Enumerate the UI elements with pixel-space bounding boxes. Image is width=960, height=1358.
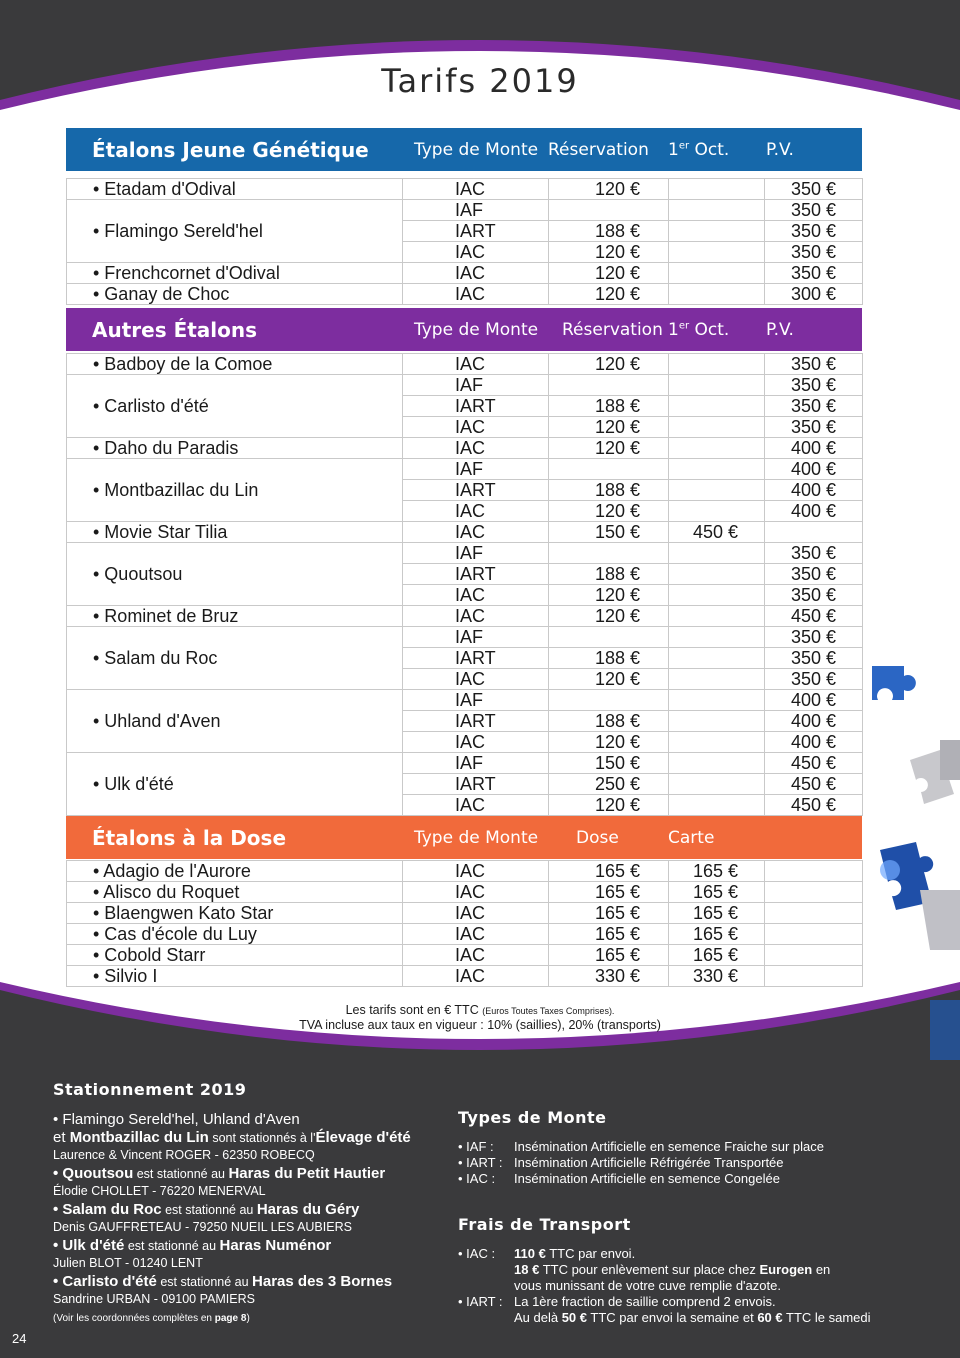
frais-key: • IART : [458, 1294, 503, 1309]
cell-oct [669, 606, 765, 627]
cell-reservation: 165 € [549, 924, 669, 945]
cell-type-monte: IART [403, 564, 549, 585]
frais-row [458, 1278, 948, 1294]
frais-row [458, 1262, 948, 1278]
station-text: est stationné au [156, 1275, 253, 1289]
cell-type-monte: IAC [403, 903, 549, 924]
table-row [67, 882, 863, 903]
cell-pv: 400 € [765, 480, 863, 501]
cell-type-monte: IAC [403, 242, 549, 263]
cell-oct [669, 242, 765, 263]
stallion-name: • Ulk d'été [67, 753, 403, 816]
cell-pv: 350 € [765, 221, 863, 242]
type-value: Insémination Artificielle en semence Fraiche sur place [514, 1139, 824, 1154]
cell-type-monte: IAF [403, 690, 549, 711]
stallion-name: • Movie Star Tilia [67, 522, 403, 543]
stallion-name: • Alisco du Roquet [67, 882, 403, 903]
station-line [53, 1273, 453, 1291]
frais-transport-block [458, 1215, 948, 1326]
frais-value [514, 1310, 871, 1326]
section-header-jeune-genetique [66, 128, 862, 171]
cell-oct [669, 480, 765, 501]
cell-pv: 350 € [765, 627, 863, 648]
cell-reservation: 120 € [549, 732, 669, 753]
table-row [67, 375, 863, 396]
cell-oct [669, 179, 765, 200]
cell-pv: 350 € [765, 263, 863, 284]
cell-type-monte: IAF [403, 200, 549, 221]
cell-type-monte: IAC [403, 522, 549, 543]
cell-oct [669, 375, 765, 396]
table-row [67, 179, 863, 200]
table-row [67, 606, 863, 627]
cell-type-monte: IAC [403, 861, 549, 882]
cell-reservation: 188 € [549, 711, 669, 732]
table-jeune-genetique [66, 178, 863, 305]
station-contact: Élodie CHOLLET - 76220 MENERVAL [53, 1184, 266, 1198]
col-header-pv: P.V. [766, 319, 794, 340]
cell-oct: 165 € [669, 903, 765, 924]
frais-key: • IAC : [458, 1246, 496, 1261]
frais-place: Eurogen [759, 1262, 813, 1277]
cell-reservation: 188 € [549, 564, 669, 585]
cell-reservation: 165 € [549, 945, 669, 966]
cell-reservation: 120 € [549, 354, 669, 375]
type-key: • IAC : [458, 1171, 496, 1186]
station-place: Élevage d'été [315, 1129, 411, 1146]
table-row [67, 522, 863, 543]
station-text: sont stationnés à l' [208, 1131, 316, 1145]
station-horse: • Carlisto d'été [53, 1273, 157, 1290]
cell-oct: 330 € [669, 966, 765, 987]
cell-reservation: 120 € [549, 585, 669, 606]
cell-pv: 400 € [765, 732, 863, 753]
cell-pv: 300 € [765, 284, 863, 305]
footnote-text: (Voir les coordonnées complètes en [53, 1313, 215, 1324]
cell-pv: 400 € [765, 438, 863, 459]
footnote-text: ) [246, 1313, 250, 1324]
cell-type-monte: IAC [403, 924, 549, 945]
frais-text: Au delà [514, 1310, 562, 1325]
col-header-dose: Dose [576, 827, 619, 848]
cell-reservation: 165 € [549, 882, 669, 903]
cell-reservation [549, 375, 669, 396]
type-key: • IAF : [458, 1139, 494, 1154]
cell-pv: 350 € [765, 375, 863, 396]
section-header-a-la-dose [66, 816, 862, 859]
cell-type-monte: IAF [403, 627, 549, 648]
stallion-name: • Ganay de Choc [67, 284, 403, 305]
stallion-name: • Frenchcornet d'Odival [67, 263, 403, 284]
stallion-name: • Rominet de Bruz [67, 606, 403, 627]
station-horse: • Salam du Roc [53, 1201, 162, 1218]
col-header-reservation: Réservation [548, 139, 649, 160]
station-item [53, 1165, 453, 1199]
cell-pv: 350 € [765, 354, 863, 375]
cell-oct [669, 711, 765, 732]
stallion-name: • Flamingo Sereld'hel [67, 200, 403, 263]
cell-type-monte: IAC [403, 417, 549, 438]
station-item [53, 1273, 453, 1307]
cell-pv: 350 € [765, 200, 863, 221]
cell-reservation: 120 € [549, 242, 669, 263]
stallion-name: • Adagio de l'Aurore [67, 861, 403, 882]
table-autres-etalons [66, 353, 863, 816]
cell-reservation [549, 459, 669, 480]
cell-pv [765, 945, 863, 966]
cell-type-monte: IAF [403, 375, 549, 396]
type-row [458, 1139, 938, 1155]
cell-oct: 165 € [669, 945, 765, 966]
types-monte-title: Types de Monte [458, 1108, 607, 1127]
table-row [67, 861, 863, 882]
station-line [53, 1201, 453, 1219]
station-line [53, 1237, 453, 1255]
cell-reservation: 150 € [549, 753, 669, 774]
cell-reservation: 250 € [549, 774, 669, 795]
cell-type-monte: IAC [403, 263, 549, 284]
cell-oct [669, 648, 765, 669]
cell-type-monte: IAC [403, 438, 549, 459]
cell-reservation: 120 € [549, 795, 669, 816]
cell-pv: 350 € [765, 179, 863, 200]
cell-type-monte: IAF [403, 543, 549, 564]
cell-reservation [549, 627, 669, 648]
cell-type-monte: IAC [403, 501, 549, 522]
cell-pv: 400 € [765, 501, 863, 522]
price-note-line1 [0, 1003, 960, 1017]
cell-oct [669, 263, 765, 284]
cell-type-monte: IAC [403, 284, 549, 305]
frais-row [458, 1246, 948, 1262]
stallion-name: • Carlisto d'été [67, 375, 403, 438]
cell-oct [669, 627, 765, 648]
stallion-name: • Silvio I [67, 966, 403, 987]
cell-pv [765, 522, 863, 543]
cell-reservation [549, 200, 669, 221]
table-row [67, 924, 863, 945]
cell-type-monte: IAC [403, 606, 549, 627]
cell-oct [669, 417, 765, 438]
stallion-name: • Montbazillac du Lin [67, 459, 403, 522]
page-title: Tarifs 2019 [381, 62, 579, 100]
cell-oct [669, 585, 765, 606]
table-row [67, 284, 863, 305]
cell-pv: 350 € [765, 585, 863, 606]
table-row [67, 200, 863, 221]
frais-value [514, 1246, 635, 1262]
cell-pv: 350 € [765, 242, 863, 263]
cell-type-monte: IART [403, 648, 549, 669]
cell-pv: 400 € [765, 711, 863, 732]
cell-type-monte: IAC [403, 945, 549, 966]
frais-amount: 110 € [514, 1246, 546, 1261]
cell-oct: 165 € [669, 882, 765, 903]
col-header-pv: P.V. [766, 139, 794, 160]
station-item [53, 1237, 453, 1271]
frais-row [458, 1310, 948, 1326]
station-item [53, 1201, 453, 1235]
frais-amount: 60 € [757, 1310, 783, 1325]
stationnement-block [53, 1080, 453, 1324]
station-line [53, 1165, 453, 1183]
cell-pv: 350 € [765, 543, 863, 564]
frais-text: TTC par envoi la semaine et [587, 1310, 758, 1325]
cell-pv: 450 € [765, 753, 863, 774]
stallion-name: • Uhland d'Aven [67, 690, 403, 753]
cell-type-monte: IAF [403, 753, 549, 774]
cell-type-monte: IART [403, 711, 549, 732]
cell-reservation: 188 € [549, 221, 669, 242]
cell-pv: 350 € [765, 417, 863, 438]
cell-oct: 450 € [669, 522, 765, 543]
cell-oct [669, 669, 765, 690]
cell-oct [669, 284, 765, 305]
station-place: Haras du Géry [256, 1201, 360, 1218]
cell-reservation: 120 € [549, 501, 669, 522]
station-contact: Julien BLOT - 01240 LENT [53, 1256, 203, 1270]
type-key: • IART : [458, 1155, 503, 1170]
stallion-name: • Blaengwen Kato Star [67, 903, 403, 924]
frais-value [514, 1262, 830, 1278]
station-text: est stationné au [133, 1167, 229, 1181]
cell-type-monte: IAC [403, 732, 549, 753]
table-row [67, 966, 863, 987]
cell-pv: 350 € [765, 669, 863, 690]
footnote-page: page 8 [214, 1313, 247, 1324]
table-row [67, 263, 863, 284]
cell-reservation: 120 € [549, 606, 669, 627]
station-text: est stationné au [124, 1239, 220, 1253]
frais-text: en [812, 1262, 831, 1277]
cell-pv: 350 € [765, 564, 863, 585]
cell-oct [669, 438, 765, 459]
station-line [53, 1129, 453, 1147]
table-row [67, 459, 863, 480]
station-horse: • Ulk d'été [53, 1237, 125, 1254]
section-header-autres-etalons [66, 308, 862, 351]
station-horse: • Quoutsou [53, 1165, 134, 1182]
stallion-name: • Badboy de la Comoe [67, 354, 403, 375]
type-row [458, 1171, 938, 1187]
page-number: 24 [12, 1331, 27, 1346]
col-header-type: Type de Monte [414, 319, 539, 340]
type-value: Insémination Artificielle Réfrigérée Transportée [514, 1155, 784, 1170]
cell-reservation: 120 € [549, 417, 669, 438]
frais-row [458, 1294, 948, 1310]
frais-amount: 50 € [561, 1310, 588, 1325]
cell-type-monte: IAF [403, 459, 549, 480]
cell-type-monte: IAC [403, 354, 549, 375]
stationnement-title: Stationnement 2019 [53, 1080, 247, 1099]
cell-type-monte: IAC [403, 795, 549, 816]
cell-oct [669, 774, 765, 795]
cell-reservation: 188 € [549, 480, 669, 501]
cell-oct [669, 690, 765, 711]
station-text: est stationné au [161, 1203, 257, 1217]
cell-reservation [549, 543, 669, 564]
cell-reservation [549, 690, 669, 711]
cell-type-monte: IAC [403, 966, 549, 987]
col-header-type: Type de Monte [414, 139, 539, 160]
cell-type-monte: IAC [403, 882, 549, 903]
type-row [458, 1155, 938, 1171]
cell-oct: 165 € [669, 861, 765, 882]
col-header-oct: 1er Oct. [668, 139, 730, 160]
station-text: et [53, 1129, 70, 1146]
cell-oct [669, 200, 765, 221]
station-place: Haras du Petit Hautier [228, 1165, 386, 1182]
cell-oct [669, 753, 765, 774]
frais-text: TTC pour enlèvement sur place chez [539, 1262, 760, 1277]
section-title: Autres Étalons [92, 317, 258, 342]
table-row [67, 543, 863, 564]
station-horse: Montbazillac du Lin [69, 1129, 209, 1146]
cell-pv: 450 € [765, 795, 863, 816]
cell-oct [669, 459, 765, 480]
cell-reservation: 165 € [549, 903, 669, 924]
cell-pv [765, 924, 863, 945]
table-row [67, 903, 863, 924]
col-header-carte: Carte [668, 827, 715, 848]
cell-pv: 350 € [765, 396, 863, 417]
table-row [67, 945, 863, 966]
price-note-small: (Euros Toutes Taxes Comprises). [482, 1006, 615, 1016]
cell-oct [669, 795, 765, 816]
cell-reservation: 188 € [549, 648, 669, 669]
types-monte-block [458, 1108, 938, 1187]
cell-type-monte: IART [403, 774, 549, 795]
cell-pv [765, 861, 863, 882]
station-place: Haras Numénor [219, 1237, 332, 1254]
stallion-name: • Cobold Starr [67, 945, 403, 966]
cell-type-monte: IART [403, 221, 549, 242]
cell-type-monte: IAC [403, 179, 549, 200]
cell-oct [669, 543, 765, 564]
cell-pv: 400 € [765, 459, 863, 480]
cell-reservation: 120 € [549, 263, 669, 284]
cell-oct [669, 354, 765, 375]
cell-pv: 400 € [765, 690, 863, 711]
cell-pv: 450 € [765, 606, 863, 627]
station-contact: Denis GAUFFRETEAU - 79250 NUEIL LES AUBIERS [53, 1220, 352, 1234]
cell-pv: 350 € [765, 648, 863, 669]
puzzle-decoration-icon [860, 660, 960, 1060]
station-contact: Sandrine URBAN - 09100 PAMIERS [53, 1292, 255, 1306]
station-footnote [53, 1313, 453, 1324]
cell-oct [669, 396, 765, 417]
col-header-type: Type de Monte [414, 827, 539, 848]
table-row [67, 354, 863, 375]
cell-pv [765, 966, 863, 987]
cell-reservation: 188 € [549, 396, 669, 417]
frais-title: Frais de Transport [458, 1215, 631, 1234]
col-header-reservation: Réservation [562, 319, 663, 340]
stallion-name: • Quoutsou [67, 543, 403, 606]
cell-oct [669, 732, 765, 753]
frais-text: La 1ère fraction de saillie comprend 2 envois. [514, 1294, 776, 1309]
cell-pv: 450 € [765, 774, 863, 795]
cell-oct [669, 564, 765, 585]
cell-reservation: 120 € [549, 284, 669, 305]
cell-reservation: 120 € [549, 179, 669, 200]
table-row [67, 753, 863, 774]
col-header-oct: 1er Oct. [668, 319, 730, 340]
cell-reservation: 120 € [549, 669, 669, 690]
cell-oct: 165 € [669, 924, 765, 945]
station-contact: Laurence & Vincent ROGER - 62350 ROBECQ [53, 1148, 315, 1162]
section-title: Étalons Jeune Génétique [92, 137, 369, 162]
cell-type-monte: IAC [403, 585, 549, 606]
cell-type-monte: IAC [403, 669, 549, 690]
cell-reservation: 165 € [549, 861, 669, 882]
stallion-name: • Daho du Paradis [67, 438, 403, 459]
cell-reservation: 120 € [549, 438, 669, 459]
frais-text: vous munissant de votre cuve remplie d'azote. [514, 1278, 781, 1293]
stallion-name: • Salam du Roc [67, 627, 403, 690]
station-line: • Flamingo Sereld'hel, Uhland d'Aven [53, 1111, 300, 1128]
cell-pv [765, 903, 863, 924]
cell-pv [765, 882, 863, 903]
table-a-la-dose [66, 860, 863, 987]
cell-reservation: 150 € [549, 522, 669, 543]
table-row [67, 690, 863, 711]
stallion-name: • Cas d'école du Luy [67, 924, 403, 945]
frais-amount: 18 € [514, 1262, 540, 1277]
cell-oct [669, 221, 765, 242]
station-place: Haras des 3 Bornes [252, 1273, 393, 1290]
price-note-line2: TVA incluse aux taux en vigueur : 10% (saillies), 20% (transports) [299, 1018, 661, 1032]
cell-reservation: 330 € [549, 966, 669, 987]
type-value: Insémination Artificielle en semence Congelée [514, 1171, 780, 1186]
table-row [67, 438, 863, 459]
section-title: Étalons à la Dose [92, 825, 287, 850]
stallion-name: • Etadam d'Odival [67, 179, 403, 200]
frais-text: TTC par envoi. [545, 1246, 636, 1261]
table-row [67, 627, 863, 648]
cell-oct [669, 501, 765, 522]
tariff-tables [66, 128, 862, 987]
cell-type-monte: IART [403, 480, 549, 501]
station-item-elevage [53, 1111, 453, 1163]
frais-text: TTC le samedi [782, 1310, 871, 1325]
cell-type-monte: IART [403, 396, 549, 417]
price-note-text: Les tarifs sont en € TTC [345, 1003, 479, 1017]
